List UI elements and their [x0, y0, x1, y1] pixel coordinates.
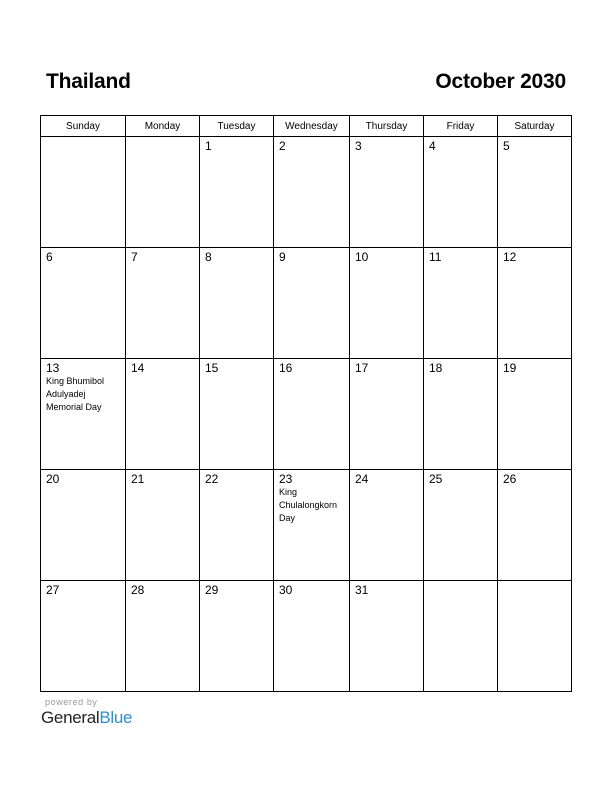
- day-number: 30: [279, 583, 293, 597]
- day-number: 10: [355, 250, 369, 264]
- day-cell: [350, 470, 424, 581]
- day-cell: [126, 359, 200, 470]
- day-number: 29: [205, 583, 219, 597]
- day-cell: [424, 359, 498, 470]
- day-number: 12: [503, 250, 517, 264]
- generalblue-logo: [41, 708, 132, 728]
- day-cell: [41, 248, 126, 359]
- day-cell: [200, 137, 274, 248]
- day-number: 8: [205, 250, 212, 264]
- month-title: October 2030: [435, 70, 566, 93]
- day-cell: [274, 581, 350, 692]
- day-cell: [126, 137, 200, 248]
- day-number: 22: [205, 472, 219, 486]
- day-number: 25: [429, 472, 443, 486]
- day-number: 11: [429, 250, 442, 264]
- week-row: [41, 470, 572, 581]
- day-cell: [424, 581, 498, 692]
- week-row: [41, 248, 572, 359]
- day-number: 14: [131, 361, 145, 375]
- weekday-monday: Monday: [126, 116, 200, 137]
- day-cell: [200, 359, 274, 470]
- day-cell: [126, 248, 200, 359]
- day-cell: [41, 137, 126, 248]
- day-cell: [126, 581, 200, 692]
- country-title: Thailand: [46, 70, 131, 93]
- weekday-sunday: Sunday: [41, 116, 126, 137]
- weekday-header-row: [41, 116, 572, 137]
- day-cell: [126, 470, 200, 581]
- day-number: 26: [503, 472, 517, 486]
- day-cell: [498, 248, 572, 359]
- holiday-label: King Chulalongkorn Day: [279, 487, 338, 523]
- day-number: 9: [279, 250, 286, 264]
- day-cell: [498, 470, 572, 581]
- day-cell: [274, 137, 350, 248]
- day-number: 21: [131, 472, 145, 486]
- day-number: 15: [205, 361, 219, 375]
- day-cell: [498, 581, 572, 692]
- holiday-label: King Bhumibol Adulyadej Memorial Day: [46, 376, 105, 412]
- day-cell: [350, 359, 424, 470]
- day-cell: [41, 359, 126, 470]
- powered-by-label: powered by: [45, 697, 98, 707]
- weekday-tuesday: Tuesday: [200, 116, 274, 137]
- day-number: 27: [46, 583, 60, 597]
- weekday-saturday: Saturday: [498, 116, 572, 137]
- day-number: 16: [279, 361, 293, 375]
- day-number: 31: [355, 583, 369, 597]
- weekday-thursday: Thursday: [350, 116, 424, 137]
- week-row: [41, 137, 572, 248]
- day-cell: [498, 137, 572, 248]
- day-cell: [274, 248, 350, 359]
- day-cell: [200, 470, 274, 581]
- brand-blue: Blue: [99, 708, 133, 727]
- day-number: 24: [355, 472, 369, 486]
- day-cell: [274, 359, 350, 470]
- day-number: 7: [131, 250, 138, 264]
- day-cell: [41, 581, 126, 692]
- calendar-grid: [40, 115, 572, 692]
- weekday-wednesday: Wednesday: [274, 116, 350, 137]
- day-number: 1: [205, 139, 212, 153]
- day-cell: [498, 359, 572, 470]
- day-cell: [200, 581, 274, 692]
- day-number: [498, 581, 571, 584]
- day-number: 5: [503, 139, 510, 153]
- day-number: 2: [279, 139, 286, 153]
- day-number: 19: [503, 361, 517, 375]
- day-cell: [424, 137, 498, 248]
- brand-general: General: [41, 708, 100, 727]
- day-number: 18: [429, 361, 443, 375]
- day-cell: [274, 470, 350, 581]
- day-cell: [200, 248, 274, 359]
- day-number: 20: [46, 472, 60, 486]
- day-cell: [424, 470, 498, 581]
- day-cell: [41, 470, 126, 581]
- day-cell: [350, 248, 424, 359]
- weekday-friday: Friday: [424, 116, 498, 137]
- day-number: [424, 581, 497, 584]
- day-number: 23: [279, 472, 293, 486]
- day-number: 17: [355, 361, 369, 375]
- day-cell: [350, 581, 424, 692]
- week-row: [41, 359, 572, 470]
- day-number: [41, 137, 125, 140]
- week-row: [41, 581, 572, 692]
- day-number: 4: [429, 139, 436, 153]
- day-number: [126, 137, 199, 140]
- day-number: 28: [131, 583, 145, 597]
- day-number: 3: [355, 139, 362, 153]
- day-number: 13: [46, 361, 60, 375]
- day-number: 6: [46, 250, 53, 264]
- day-cell: [350, 137, 424, 248]
- day-cell: [424, 248, 498, 359]
